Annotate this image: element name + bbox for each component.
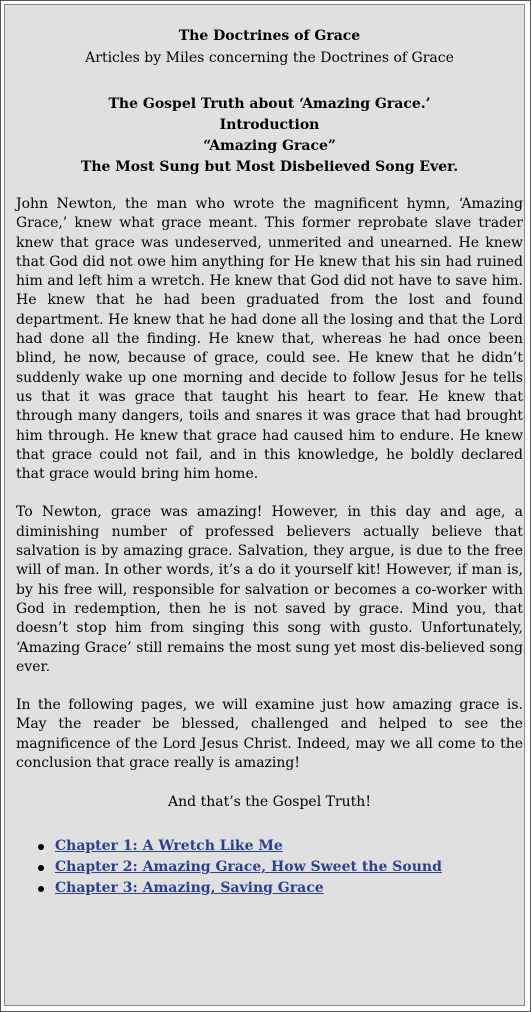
article-content — [16, 25, 523, 899]
article-song-title: “Amazing Grace” — [203, 138, 336, 154]
article-title: The Gospel Truth about ‘Amazing Grace.’ — [108, 96, 431, 112]
list-item — [38, 836, 523, 857]
article-tagline: The Most Sung but Most Disbelieved Song Ever. — [80, 159, 459, 175]
site-title: The Doctrines of Grace — [178, 28, 361, 44]
paragraph: In the following pages, we will examine just how amazing grace is. May the reader be blessed, challenged and helped to see the magnificence of the Lord Jesus Christ. Indeed, may we all come to the conclusion that grace really is amazing! — [16, 697, 523, 772]
list-item — [38, 857, 523, 878]
content-panel — [4, 4, 525, 1006]
closing-line: And that’s the Gospel Truth! — [168, 794, 371, 811]
chapter-list — [16, 836, 523, 899]
bullet-icon — [38, 844, 44, 850]
bullet-icon — [38, 886, 44, 892]
paragraph: To Newton, grace was amazing! However, in this day and age, a diminishing number of professed believers actually believe that salvation is by amazing grace. Salvation, they argue, is due to the free will of man. In other words, it’s a do it yourself kit! However, if man is, by his free will, responsible for salvation or becomes a co-worker with God in redemption, then he is not saved by grace. Mind you, that doesn’t stop him from singing this song with gusto. Unfortunately, ‘Amazing Grace’ still remains the most sung yet most dis-believed song ever. — [16, 504, 523, 675]
bullet-icon — [38, 865, 44, 871]
chapter-1-link[interactable]: Chapter 1: A Wretch Like Me — [55, 838, 283, 855]
chapter-3-link[interactable]: Chapter 3: Amazing, Saving Grace — [55, 880, 324, 897]
site-subtitle: Articles by Miles concerning the Doctrines of Grace — [85, 50, 454, 66]
chapter-2-link[interactable]: Chapter 2: Amazing Grace, How Sweet the Sound — [55, 859, 442, 876]
article-heading — [16, 94, 523, 178]
site-header — [16, 25, 523, 69]
paragraph: John Newton, the man who wrote the magnificent hymn, ‘Amazing Grace,’ knew what grace meant. This former reprobate slave trader knew that grace was undeserved, unmerited and unearned. He knew that God did not owe him anything for He knew that his sin had ruined him and left him a wretch. He knew that God did not have to save him. He knew that he had been graduated from the lost and found department. He knew that he had done all the losing and that the Lord had done all the finding. He knew that, whereas he had once been blind, he now, because of grace, could see. He knew that he didn’t suddenly wake up one morning and decide to follow Jesus for he tells us that it was grace that taught his heart to fear. He knew that through many dangers, toils and snares it was grace that had brought him through. He knew that grace had caused him to endure. He knew that grace could not fail, and in this knowledge, he boldly declared that grace would bring him home. — [16, 196, 523, 483]
list-item — [38, 878, 523, 899]
article-section: Introduction — [219, 117, 320, 133]
